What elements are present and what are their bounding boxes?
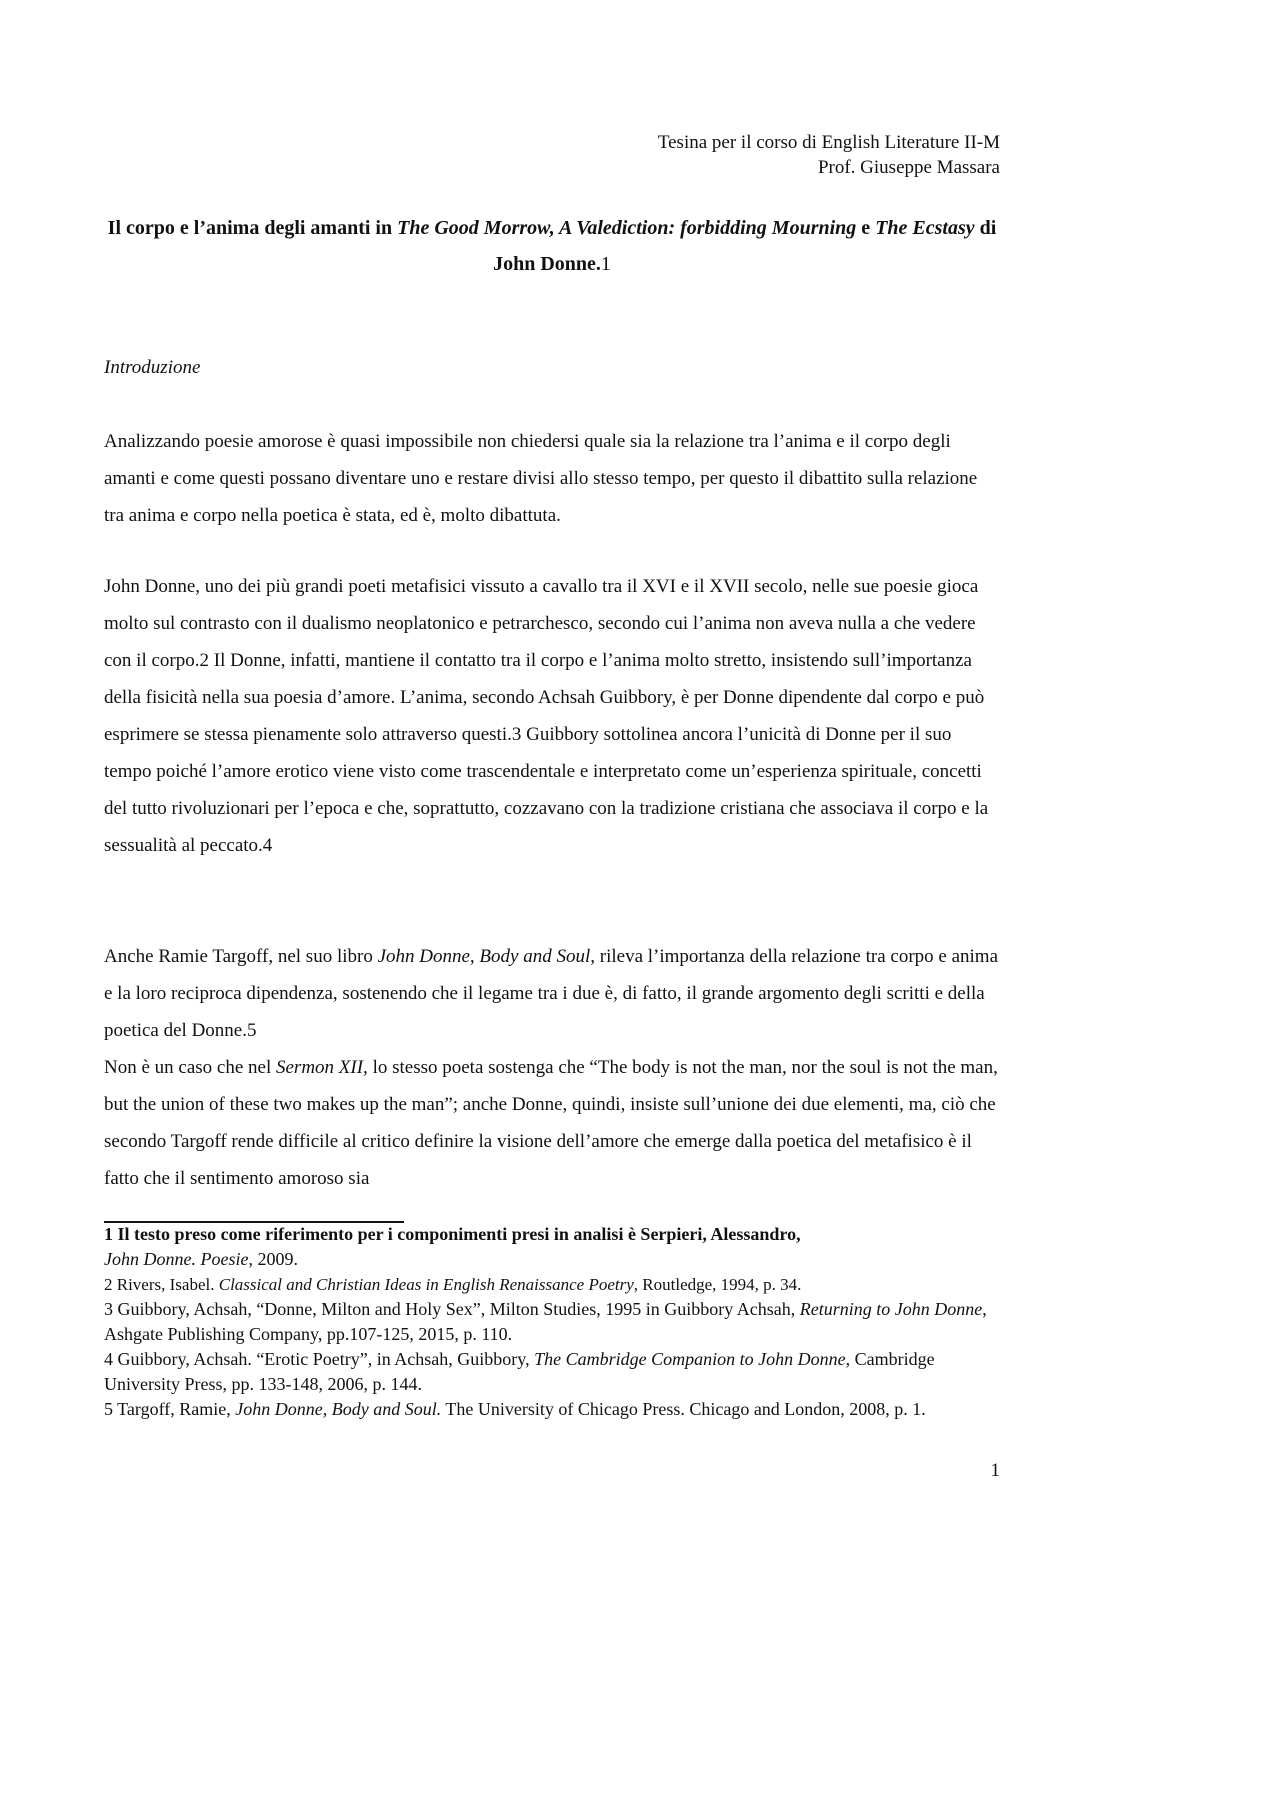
paragraph-4-end: lo stesso poeta sostenga che “The body is not the man, nor the soul is not the man, but the union of these two makes up the man”; anche Donne, quindi, insiste sull’unione dei due elementi, ma, ciò che secondo Targoff rende difficile al critico definire la visione dell’amore che emerge dalla poetica del metafisico è il fatto che il sentimento amoroso sia [104, 1057, 998, 1189]
footnote-2-title: Classical and Christian Ideas in English Renaissance Poetry [218, 1275, 634, 1294]
document-title [104, 210, 1000, 282]
footnote-3-title: Returning to John Donne [799, 1299, 983, 1319]
professor-name: Prof. Giuseppe Massara [817, 157, 1000, 178]
title-work-1: The Good Morrow, A Valediction: forbidding Mourning [397, 217, 857, 239]
footnote-4-rest: , Cambridge University Press, pp. 133-148, 2006, p. 144. [104, 1349, 935, 1394]
paragraph-4 [104, 1049, 1000, 1197]
title-suffix: di John Donne. [493, 217, 997, 275]
footnote-4 [104, 1347, 1004, 1397]
footnote-3-rest: , Ashgate Publishing Company, pp.107-125, 2015, p. 110. [104, 1299, 987, 1344]
footnote-5-rest: The University of Chicago Press. Chicago and London, 2008, p. 1. [441, 1399, 926, 1419]
footnote-3-author: 3 Guibbory, Achsah, “Donne, Milton and Holy Sex”, Milton Studies, 1995 in Guibbory Achsah, [104, 1299, 800, 1319]
footnote-1 [104, 1222, 1004, 1272]
footnote-2-author: 2 Rivers, Isabel. [104, 1275, 219, 1294]
paragraph-3 [104, 938, 1000, 1049]
title-middle: e [856, 217, 876, 239]
footnote-5-author: 5 Targoff, Ramie, [104, 1399, 236, 1419]
title-prefix: Il corpo e l’anima degli amanti in [107, 217, 398, 239]
paragraph-4-start: Non è un caso che nel [104, 1057, 276, 1078]
footnote-4-author: 4 Guibbory, Achsah. “Erotic Poetry”, in Achsah, Guibbory, [104, 1349, 535, 1369]
footnote-5 [104, 1397, 1004, 1422]
title-work-2: The Ecstasy [875, 217, 975, 239]
course-title: Tesina per il corso di English Literature II-M [657, 132, 1000, 153]
paragraph-4-sermon-title: Sermon XII, [276, 1057, 368, 1078]
paragraph-3-book-title: John Donne, Body and Soul, [377, 946, 595, 967]
footnote-1-rest: , 2009. [248, 1249, 298, 1269]
title-footnote-ref: 1 [600, 253, 611, 275]
paragraph-3-end: rileva l’importanza della relazione tra corpo e anima e la loro reciproca dipendenza, sostenendo che il legame tra i due è, di fatto, il grande argomento degli scritti e della poetica del Donne.5 [104, 946, 999, 1041]
footnote-1-title: John Donne. Poesie [104, 1249, 249, 1269]
paragraph-2: John Donne, uno dei più grandi poeti metafisici vissuto a cavallo tra il XVI e il XVII secolo, nelle sue poesie gioca molto sul contrasto con il dualismo neoplatonico e petrarchesco, secondo cui l’anima non aveva nulla a che vedere con il corpo.2 Il Donne, infatti, mantiene il contatto tra il corpo e l’anima molto stretto, insistendo sull’importanza della fisicità nella sua poesia d’amore. L’anima, secondo Achsah Guibbory, è per Donne dipendente dal corpo e può esprimere se stessa pienamente solo attraverso questi.3 Guibbory sottolinea ancora l’unicità di Donne per il suo tempo poiché l’amore erotico viene visto come trascendentale e interpretato come un’esperienza spirituale, concetti del tutto rivoluzionari per l’epoca e che, soprattutto, cozzavano con la tradizione cristiana che associava il corpo e la sessualità al peccato.4 [104, 576, 989, 856]
paragraph-1: Analizzando poesie amorose è quasi impossibile non chiedersi quale sia la relazione tra l’anima e il corpo degli amanti e come questi possano diventare uno e restare divisi allo stesso tempo, per questo il dibattito sulla relazione tra anima e corpo nella poetica è stata, ed è, molto dibattuta. [104, 431, 978, 526]
course-header [658, 130, 1000, 180]
footnote-2-rest: , Routledge, 1994, p. 34. [633, 1275, 802, 1294]
paragraph-3-start: Anche Ramie Targoff, nel suo libro [104, 946, 378, 967]
footnote-3 [104, 1297, 1004, 1347]
section-heading: Introduzione [104, 357, 201, 378]
footnote-1-bold: 1 Il testo preso come riferimento per i componimenti presi in analisi è Serpieri, Alessandro, [104, 1224, 801, 1244]
footnote-2 [104, 1272, 1004, 1297]
footnote-4-title: The Cambridge Companion to John Donne [534, 1349, 846, 1369]
page-number: 1 [990, 1460, 1000, 1481]
footnotes [104, 1222, 1004, 1422]
footnote-5-title: John Donne, Body and Soul. [235, 1399, 442, 1419]
